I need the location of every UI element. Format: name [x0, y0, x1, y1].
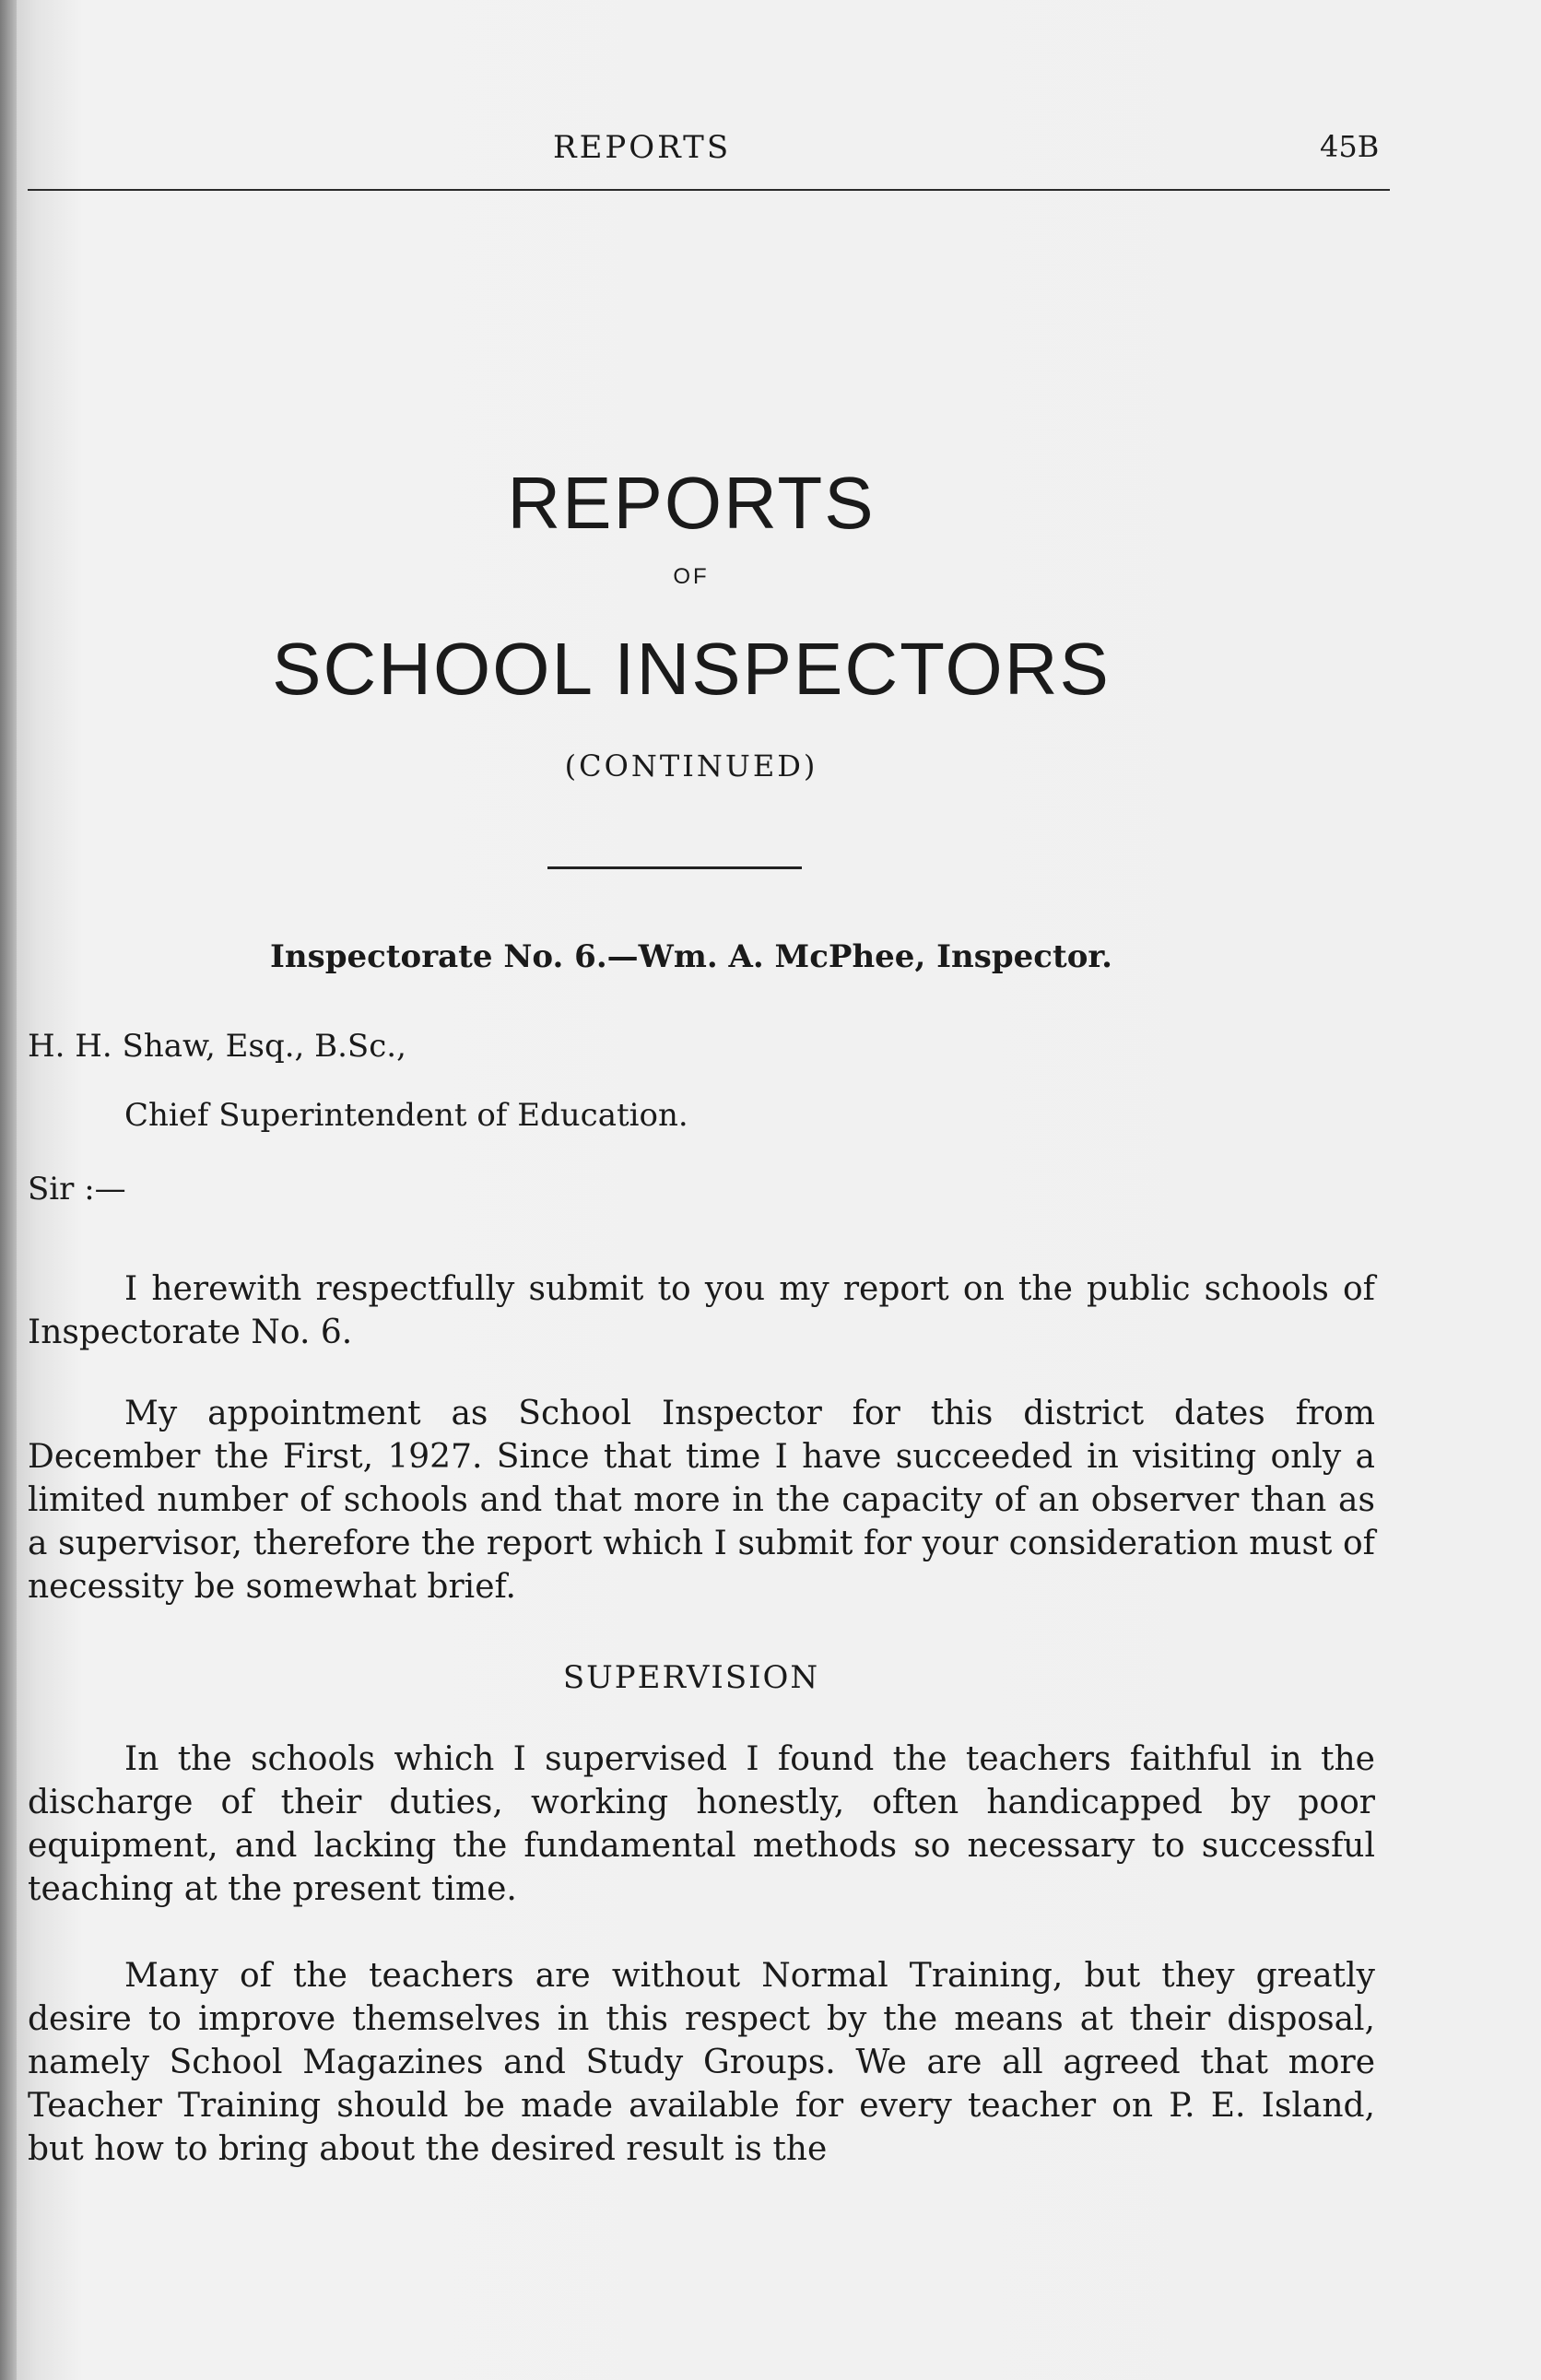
addressee-name: H. H. Shaw, Esq., B.Sc., [28, 1028, 406, 1065]
title-school-inspectors: SCHOOL INSPECTORS [272, 628, 1111, 710]
section-heading-supervision: SUPERVISION [562, 1659, 820, 1696]
title-divider [547, 866, 802, 869]
running-head: REPORTS [553, 129, 732, 166]
paragraph-appointment: My appointment as School Inspector for this district dates from December the First, 1927. Since that time I have succeeded in visiting only a limited number of schools and that more in the capacity of an observer than as a supervisor, therefore the report which I submit for your consideration must of necessity be somewhat brief. [28, 1395, 1375, 1606]
greeting: Sir :— [28, 1171, 126, 1208]
addressee-title: Chief Superintendent of Education. [124, 1097, 688, 1134]
paragraph-teachers-faithful: In the schools which I supervised I found the teachers faithful in the discharge of their duties, working honestly, often handicapped by poor equipment, and lacking the fundamental methods so necessary to successful teaching at the present time. [28, 1740, 1375, 1908]
paragraph-normal-training: Many of the teachers are without Normal Training, but they greatly desire to improve themselves in this respect by the means at their disposal, namely School Magazines and Study Groups. We are all agreed that more Teacher Training should be made available for every teacher on P. E. Island, but how to bring about the desired result is the [28, 1957, 1375, 2168]
header-rule [28, 189, 1390, 191]
inspectorate-heading: Inspectorate No. 6.—Wm. A. McPhee, Inspector. [269, 938, 1113, 975]
book-spine-shadow [0, 0, 17, 2380]
page-number: 45B [1320, 129, 1380, 164]
title-reports: REPORTS [507, 462, 876, 544]
title-continued: (CONTINUED) [564, 748, 818, 784]
paragraph-intro: I herewith respectfully submit to you my report on the public schools of Inspectorate No. 6. [28, 1270, 1375, 1351]
title-of: OF [673, 564, 710, 589]
